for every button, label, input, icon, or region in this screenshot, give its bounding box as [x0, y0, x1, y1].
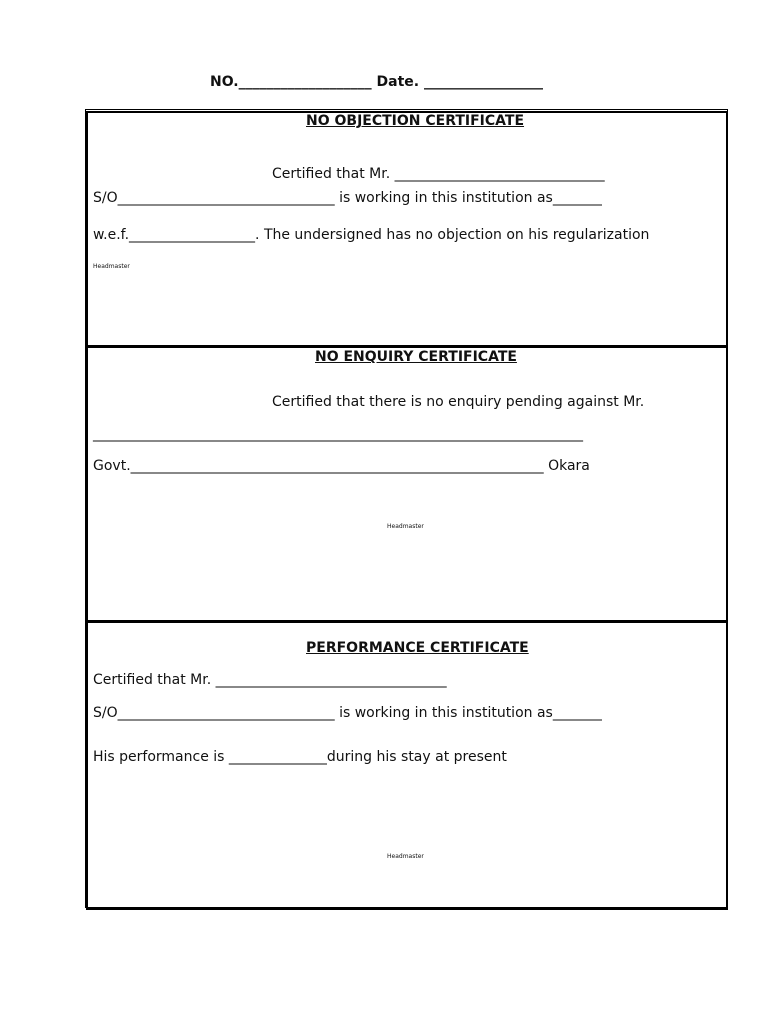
no-objection-line-2: S/O_______________________________ is working in this institution as_______ [93, 190, 602, 206]
performance-signature: Headmaster [387, 853, 424, 860]
no-objection-line-3: w.e.f.__________________. The undersigned has no objection on his regularization [93, 227, 650, 243]
performance-line-1: Certified that Mr. _________________________________ [93, 672, 447, 688]
no-enquiry-line-3: Govt.___________________________________________________________ Okara [93, 458, 590, 474]
performance-section [86, 621, 728, 910]
no-objection-line-1: Certified that Mr. ______________________________ [272, 166, 605, 182]
number-date-line: NO.___________________ Date. _________________ [210, 74, 543, 90]
no-enquiry-line-2: ______________________________________________________________________ [93, 426, 583, 442]
performance-line-2: S/O_______________________________ is working in this institution as_______ [93, 705, 602, 721]
performance-line-3: His performance is ______________during his stay at present [93, 749, 507, 765]
performance-title: PERFORMANCE CERTIFICATE [306, 640, 529, 656]
no-enquiry-title: NO ENQUIRY CERTIFICATE [315, 349, 517, 365]
no-enquiry-signature: Headmaster [387, 523, 424, 530]
no-objection-title: NO OBJECTION CERTIFICATE [306, 113, 525, 129]
no-enquiry-line-1: Certified that there is no enquiry pending against Mr. [272, 394, 645, 410]
no-objection-signature: Headmaster [93, 263, 130, 270]
no-enquiry-section [86, 346, 728, 622]
